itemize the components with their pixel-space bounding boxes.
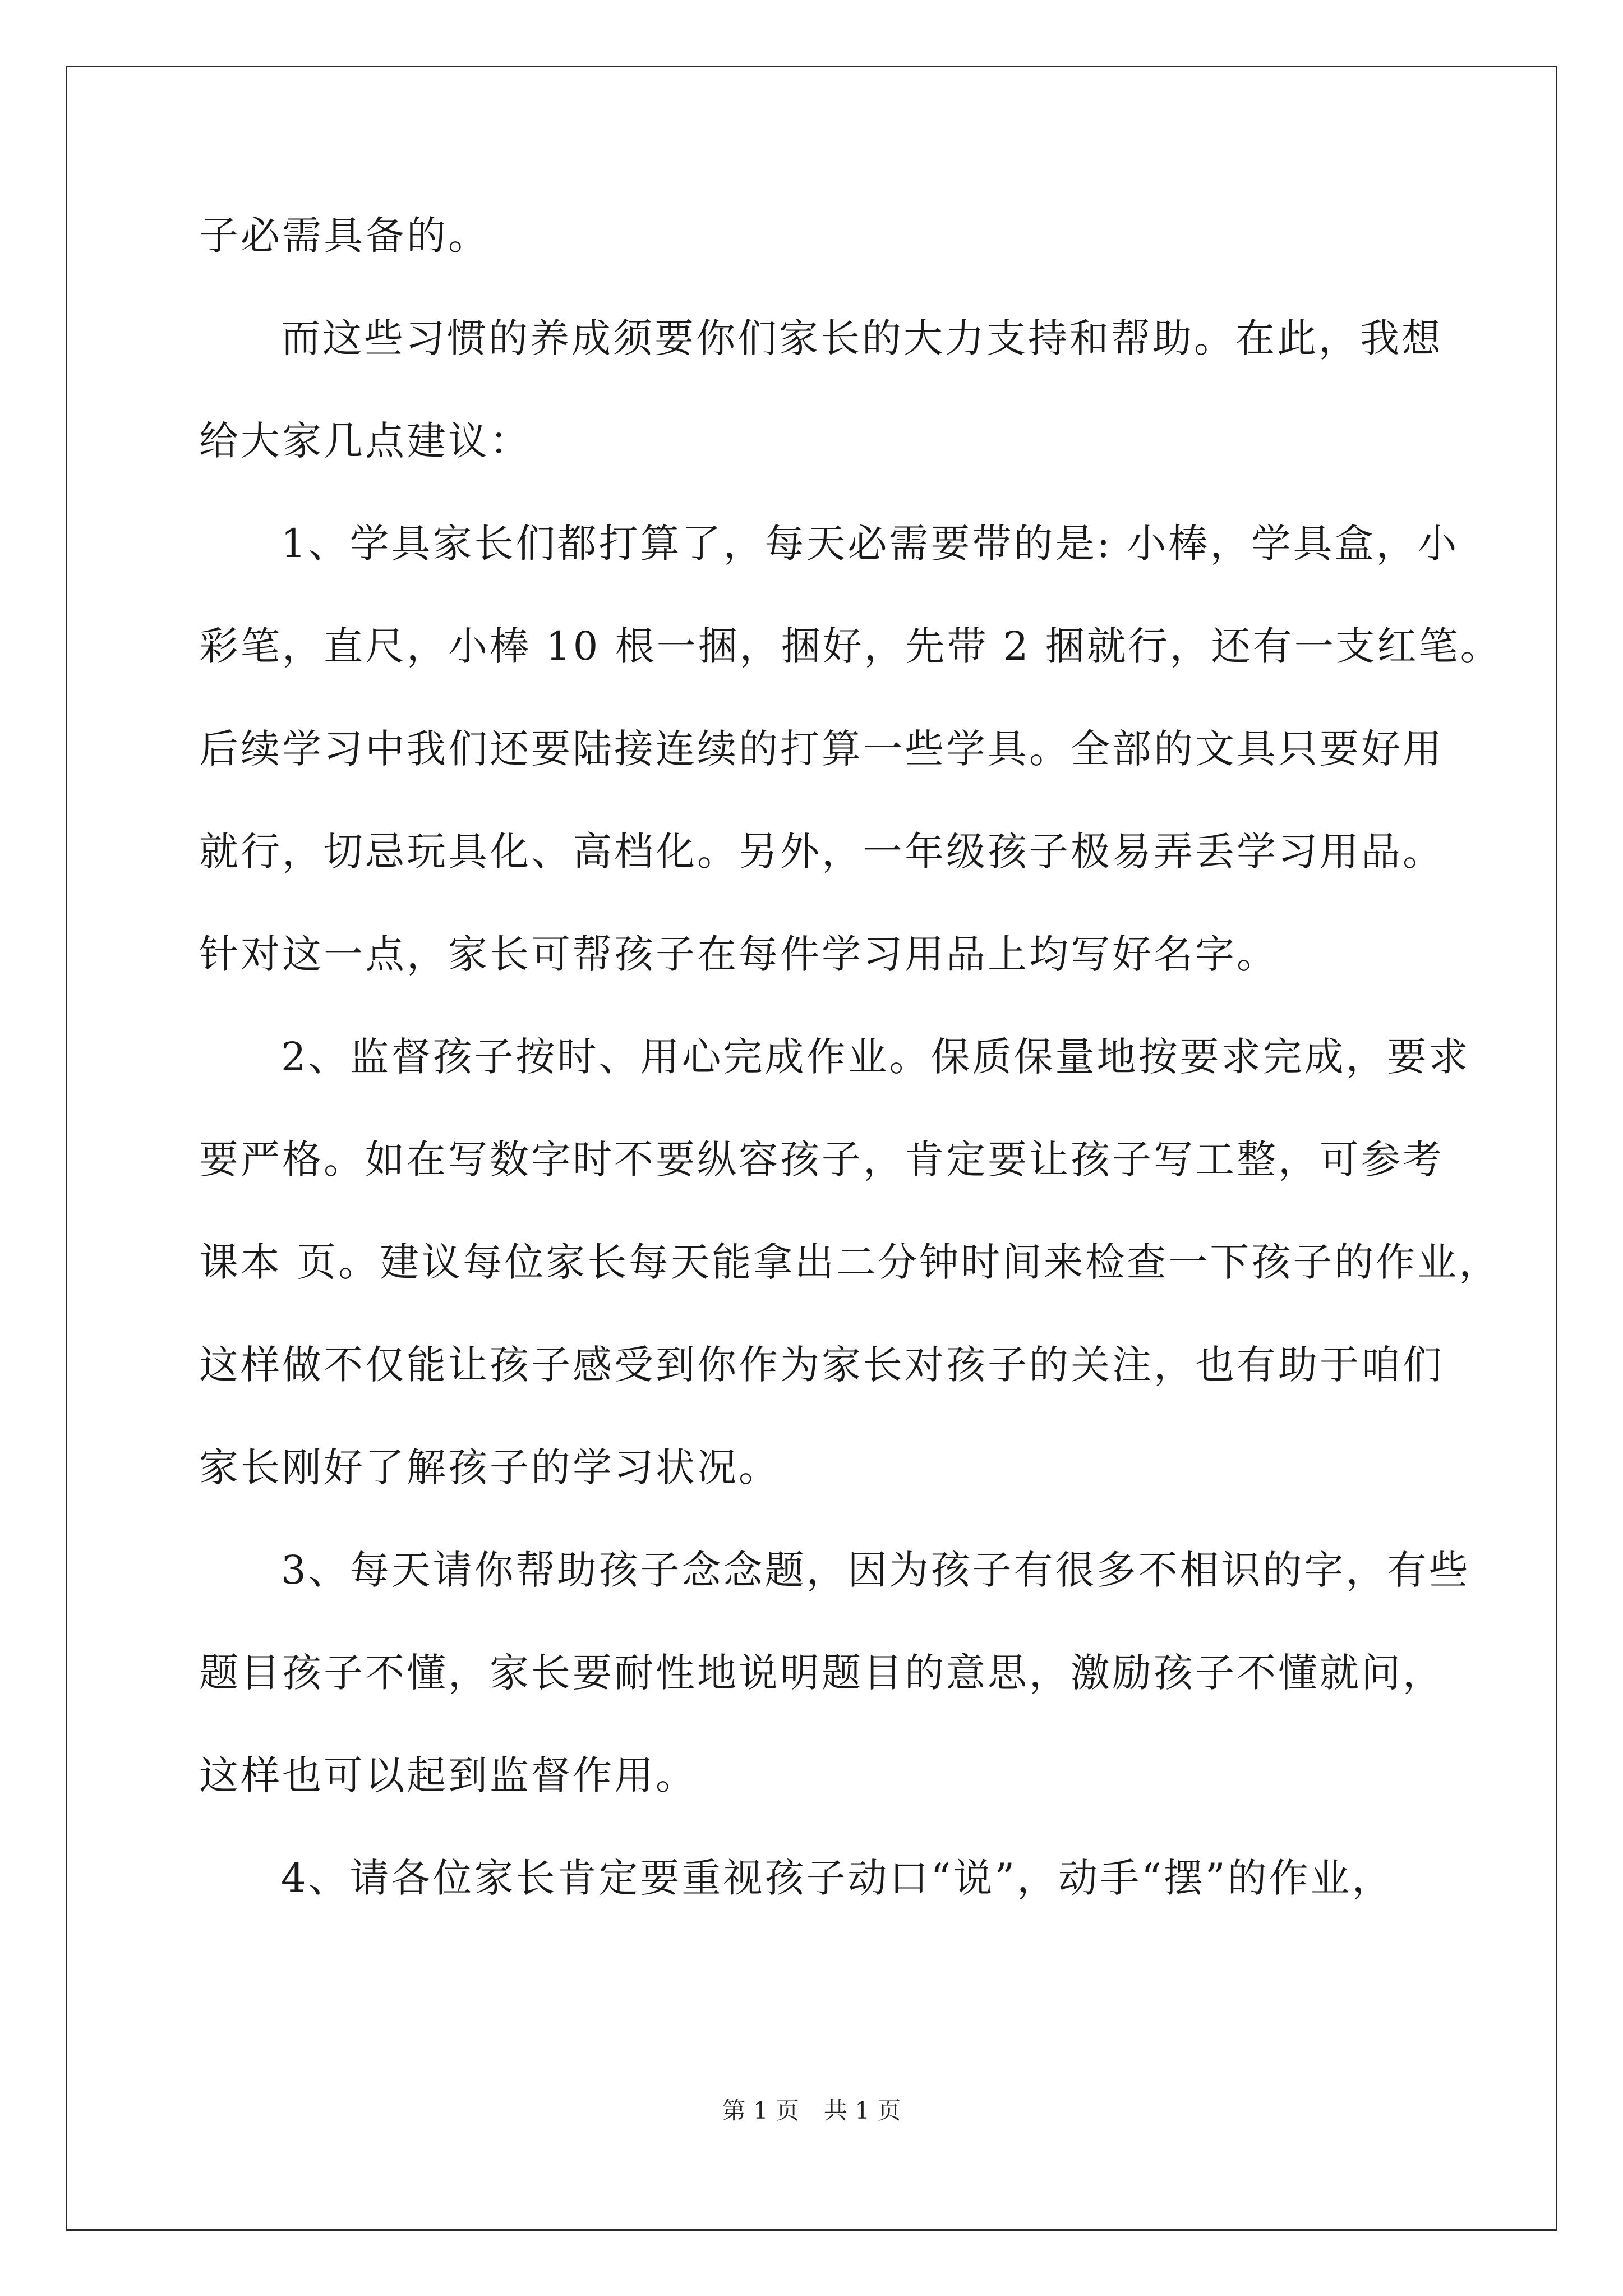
text-line: 家长刚好了解孩子的学习状况。: [199, 1444, 780, 1490]
paragraph-first-line: 4、请各位家长肯定要重视孩子动口“说”，动手“摆”的作业，: [281, 1855, 1394, 1901]
page-footer: [0, 2092, 1623, 2126]
text-line: 就行，切忌玩具化、高档化。另外，一年级孩子极易弄丢学习用品。: [199, 829, 1444, 875]
text-line: 子必需具备的。: [199, 213, 490, 259]
text-line: 这样做不仅能让孩子感受到你作为家长对孩子的关注，也有助于咱们: [199, 1342, 1444, 1388]
page-total: 共 1 页: [824, 2097, 901, 2124]
text-line: 课本 页。建议每位家长每天能拿出二分钟时间来检查一下孩子的作业，: [199, 1239, 1501, 1285]
text-line: 后续学习中我们还要陆接连续的打算一些学具。全部的文具只要好用: [199, 726, 1444, 772]
paragraph-first-line: 2、监督孩子按时、用心完成作业。保质保量地按要求完成，要求: [281, 1034, 1470, 1080]
text-line: 彩笔，直尺，小棒 10 根一捆，捆好，先带 2 捆就行，还有一支红笔。: [199, 623, 1502, 669]
page-number: 第 1 页: [722, 2097, 799, 2124]
text-line: 这样也可以起到监督作用。: [199, 1752, 697, 1798]
text-line: 要严格。如在写数字时不要纵容孩子，肯定要让孩子写工整，可参考: [199, 1137, 1444, 1182]
document-body: [199, 208, 1502, 1953]
text-line: 给大家几点建议：: [199, 418, 531, 464]
paragraph-first-line: 1、学具家长们都打算了，每天必需要带的是: 小棒，学具盒，小: [281, 521, 1459, 567]
paragraph-first-line: 3、每天请你帮助孩子念念题，因为孩子有很多不相识的字，有些: [281, 1547, 1470, 1593]
text-line: 针对这一点，家长可帮孩子在每件学习用品上均写好名字。: [199, 931, 1278, 977]
paragraph-first-line: 而这些习惯的养成须要你们家长的大力支持和帮助。在此，我想: [281, 315, 1443, 361]
text-line: 题目孩子不懂，家长要耐性地说明题目的意思，激励孩子不懂就问，: [199, 1650, 1444, 1696]
